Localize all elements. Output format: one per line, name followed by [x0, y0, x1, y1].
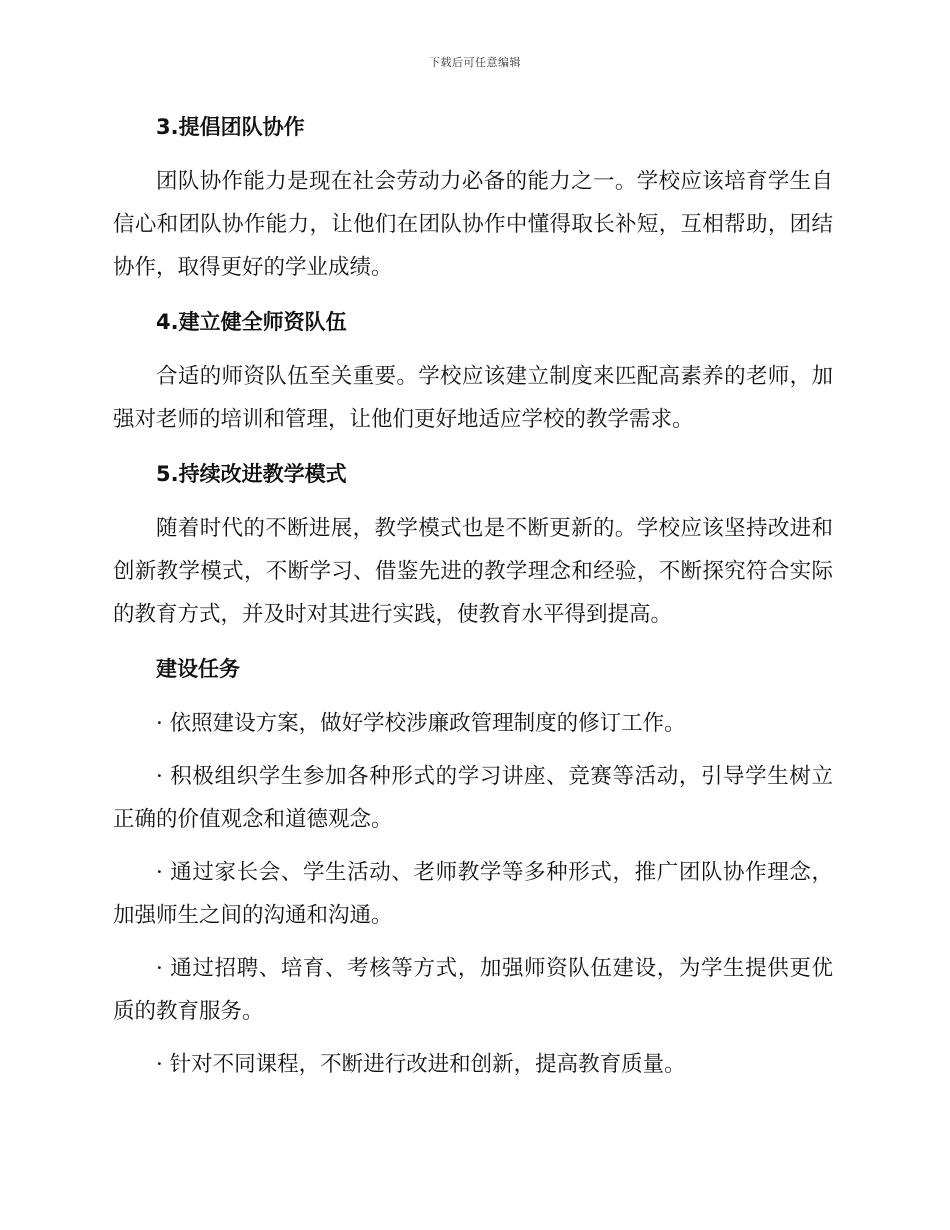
page-header: 下载后可任意编辑 — [429, 56, 521, 69]
task-item: · 依照建设方案，做好学校涉廉政管理制度的修订工作。 — [156, 711, 686, 736]
task-item: · 通过招聘、培育、考核等方式，加强师资队伍建设，为学生提供更优质的教育服务。 — [113, 956, 833, 1024]
section-heading-3: 3.提倡团队协作 — [156, 115, 305, 139]
section-paragraph-5: 随着时代的不断进展，教学模式也是不断更新的。学校应该坚持改进和创新教学模式，不断学习、借鉴先进的教学理念和经验，不断探究符合实际的教育方式，并及时对其进行实践，使教育水平得到提高。 — [113, 516, 833, 627]
task-item: · 积极组织学生参加各种形式的学习讲座、竞赛等活动，引导学生树立正确的价值观念和道德观念。 — [113, 764, 833, 832]
task-item: · 通过家长会、学生活动、老师教学等多种形式，推广团队协作理念，加强师生之间的沟通和沟通。 — [113, 860, 833, 928]
section-heading-5: 5.持续改进教学模式 — [156, 462, 347, 486]
document-body — [113, 107, 833, 1086]
section-paragraph-4: 合适的师资队伍至关重要。学校应该建立制度来匹配高素养的老师，加强对老师的培训和管理，让他们更好地适应学校的教学需求。 — [113, 364, 833, 432]
section-paragraph-3: 团队协作能力是现在社会劳动力必备的能力之一。学校应该培育学生自信心和团队协作能力，让他们在团队协作中懂得取长补短，互相帮助，团结协作，取得更好的学业成绩。 — [113, 169, 833, 280]
task-item: · 针对不同课程，不断进行改进和创新，提高教育质量。 — [156, 1052, 686, 1077]
section-heading-4: 4.建立健全师资队伍 — [156, 310, 347, 334]
tasks-heading: 建设任务 — [156, 657, 240, 681]
